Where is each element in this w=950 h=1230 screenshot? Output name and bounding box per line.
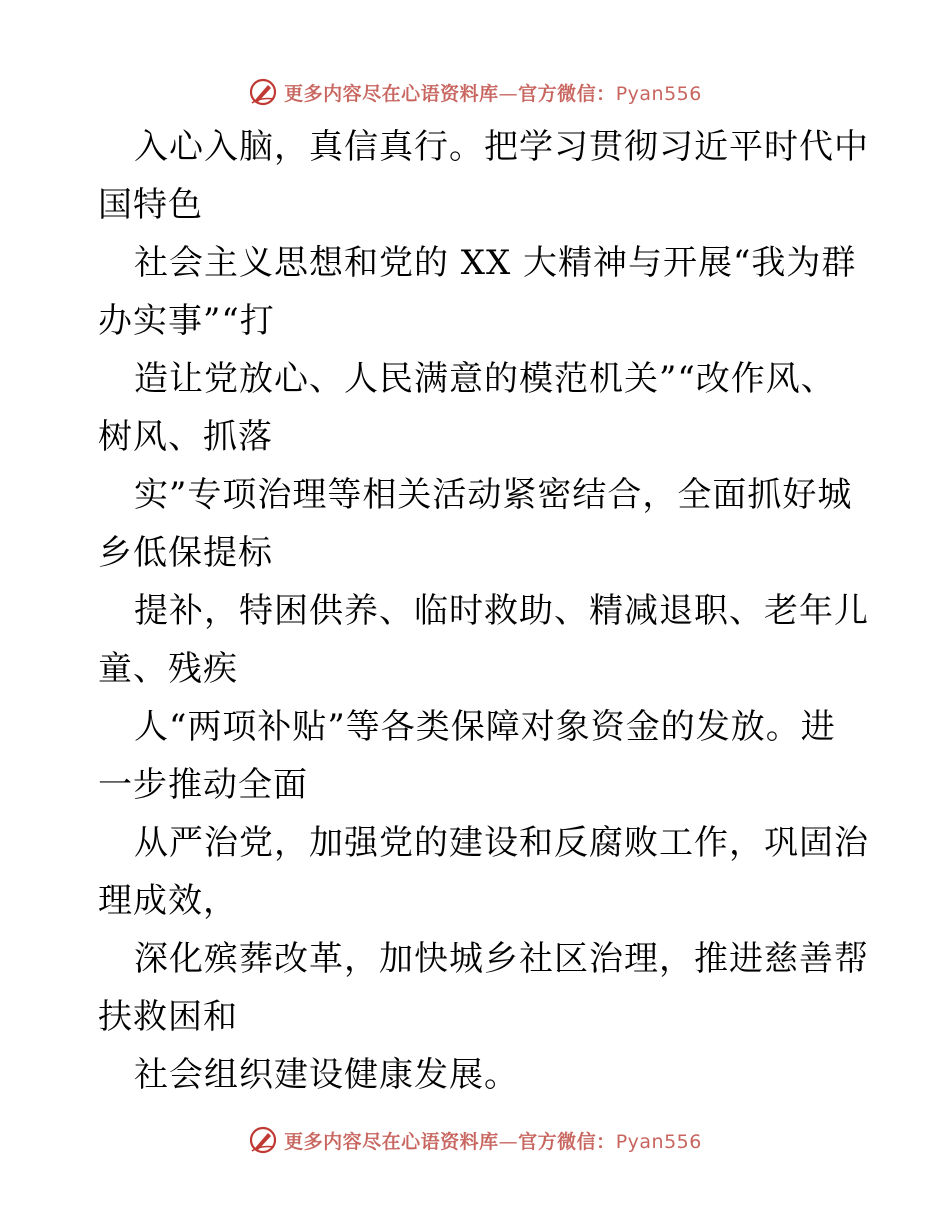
paragraph-block: [98, 698, 858, 814]
banner-contact-label: 官方微信：: [518, 1130, 616, 1153]
text-line: 提补，特困供养、临时救助、精减退职、老年儿: [134, 591, 869, 631]
footer-banner-content: [248, 1125, 702, 1155]
paragraph-block: [98, 814, 869, 930]
pen-circle-logo-icon: [248, 77, 278, 107]
paragraph-block: [98, 118, 869, 234]
header-banner-content: [248, 77, 702, 107]
footer-banner: [0, 1120, 950, 1160]
text-line: 扶救困和: [98, 997, 238, 1037]
paragraph-block: [98, 930, 869, 1046]
text-line: 一步推动全面: [98, 765, 308, 805]
banner-contact-id: Pyan556: [615, 1130, 702, 1153]
text-line: 深化殡葬改革，加快城乡社区治理，推进慈善帮: [134, 939, 869, 979]
text-line: 童、残疾: [98, 649, 238, 689]
document-body: [98, 118, 869, 1104]
text-line: 国特色: [98, 185, 203, 225]
text-line: 办实事”“打: [98, 301, 275, 341]
text-line: 造让党放心、人民满意的模范机关”“改作风、: [134, 359, 836, 399]
text-line: 社会组织建设健康发展。: [134, 1055, 519, 1095]
text-line: 实”专项治理等相关活动紧密结合，全面抓好城: [134, 475, 853, 515]
text-line: 理成效，: [98, 881, 238, 921]
banner-separator: —: [498, 1130, 519, 1153]
text-line: 入心入脑，真信真行。把学习贯彻习近平时代中: [134, 127, 869, 167]
paragraph-block: [98, 350, 858, 466]
paragraph-block: [98, 1046, 858, 1104]
banner-contact-id: Pyan556: [615, 82, 702, 105]
text-line: 树风、抓落: [98, 417, 273, 457]
text-line: 从严治党，加强党的建设和反腐败工作，巩固治: [134, 823, 869, 863]
banner-contact-label: 官方微信：: [518, 82, 616, 105]
text-line: 社会主义思想和党的 XX 大精神与开展“我为群: [134, 243, 857, 283]
banner-main-text: 更多内容尽在心语资料库: [284, 82, 499, 105]
text-line: 人“两项补贴”等各类保障对象资金的发放。进: [134, 707, 836, 747]
banner-main-text: 更多内容尽在心语资料库: [284, 1130, 499, 1153]
text-line: 乡低保提标: [98, 533, 273, 573]
header-banner-text: [284, 79, 702, 106]
footer-banner-text: [284, 1127, 702, 1154]
banner-separator: —: [498, 82, 519, 105]
paragraph-block: [98, 234, 858, 350]
pen-circle-logo-icon: [248, 1125, 278, 1155]
paragraph-block: [98, 582, 869, 698]
paragraph-block: [98, 466, 858, 582]
header-banner: [0, 72, 950, 112]
